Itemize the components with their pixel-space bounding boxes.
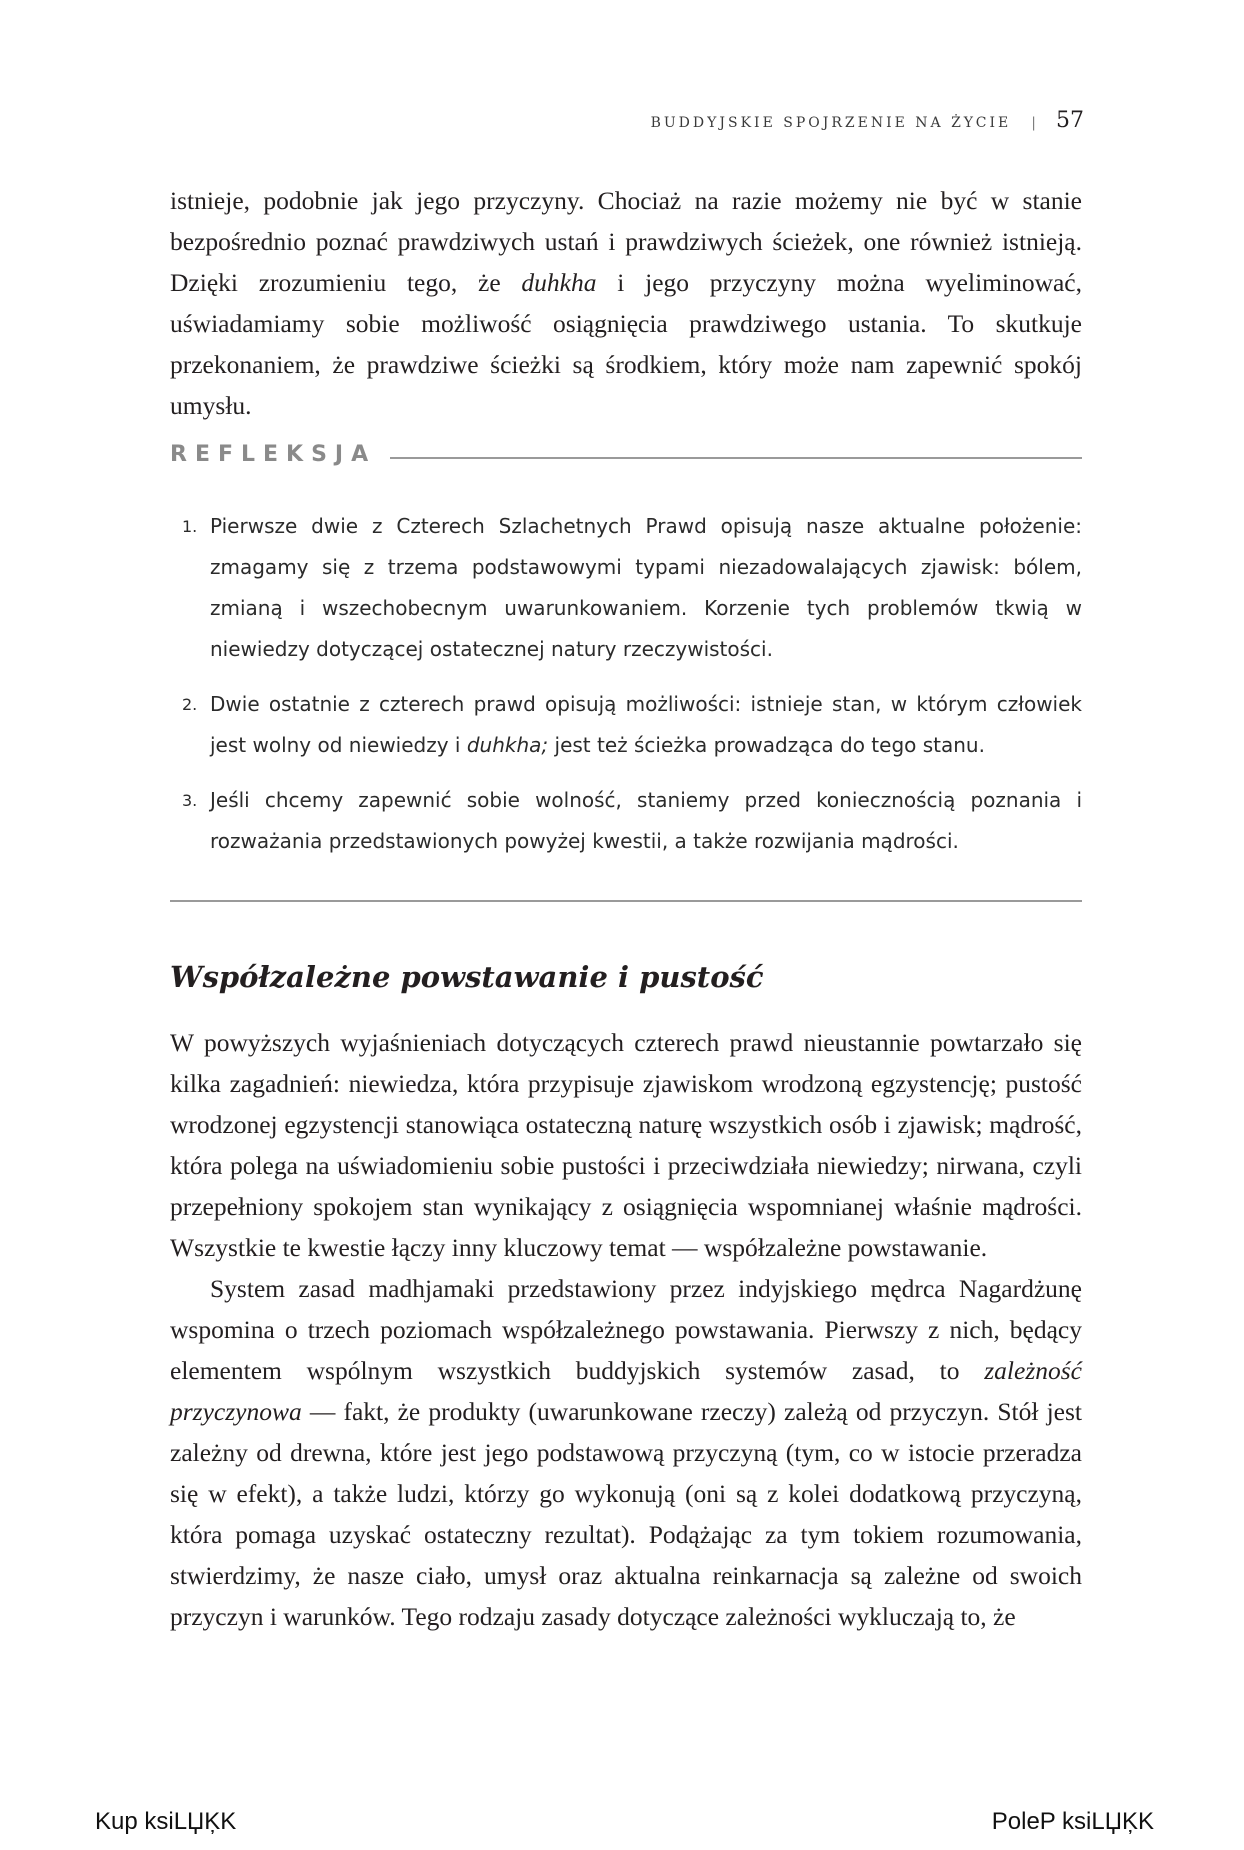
section-paragraph-1: W powyższych wyjaśnieniach dotyczących czterech prawd nieustannie powtarzało się kilka zagadnień: niewiedza, która przypisuje zjawiskom wrodzoną egzystencję; pustość wrodzonej egzystencji stanowiąca ostateczną naturę wszystkich osób i zjawisk; mądrość, która polega na uświadomieniu sobie pustości i przeciwdziała niewiedzy; nirwana, czyli przepełniony spokojem stan wynikający z osiągnięcia wspomnianej właśnie mądrości. Wszystkie te kwestie łączy inny kluczowy temat — współzależne powstawanie. — [170, 1028, 1082, 1262]
section-heading: Współzależne powstawanie i pustość — [170, 960, 764, 994]
section-paragraph-2-start: System zasad madhjamaki przedstawiony przez indyjskiego mędrca Nagardżunę wspomina o trzech poziomach współzależnego powstawania. Pierwszy z nich, będący elementem wspólnym wszystkich buddyjskich systemów zasad, to — [170, 1274, 1082, 1385]
reflection-header — [170, 442, 1082, 472]
reflection-bottom-rule — [170, 900, 1082, 902]
section-body — [170, 1022, 1082, 1637]
reflection-list — [170, 506, 1082, 876]
reflection-item-text: Pierwsze dwie z Czterech Szlachetnych Prawd opisują nasze aktualne położenie: zmagamy się z trzema podstawowymi typami niezadowalających zjawisk: bólem, zmianą i wszechobecnym uwarunkowaniem. Korzenie tych problemów tkwią w niewiedzy dotyczącej ostatecznej natury rzeczywistości. — [210, 514, 1082, 661]
page-number: 57 — [1056, 108, 1084, 133]
intro-text-2: i jego przyczyny można wyeliminować, uświadamiamy sobie możliwość osiągnięcia prawdziwego ustania. To skutkuje przekonaniem, że prawdziwe ścieżki są środkiem, który może nam zapewnić spokój umysłu. — [170, 268, 1082, 420]
reflection-item — [170, 780, 1082, 862]
reflection-item-text: Dwie ostatnie z czterech prawd opisują możliwości: istnieje stan, w którym człowiek jest wolny od niewiedzy i — [210, 692, 1082, 757]
section-paragraph-2 — [170, 1268, 1082, 1637]
section-paragraph-2-italic: zależność przyczynowa — [170, 1356, 1082, 1426]
reflection-item-italic: duhkha; — [466, 733, 549, 757]
reflection-item-number: 2. — [182, 695, 198, 714]
reflection-top-rule — [370, 457, 1082, 459]
reflection-item — [170, 684, 1082, 766]
intro-paragraph — [170, 180, 1082, 426]
section-paragraph-2-end: — fakt, że produkty (uwarunkowane rzeczy) zależą od przyczyn. Stół jest zależny od drewna, które jest jego podstawową przyczyną (tym, co w istocie przeradza się w efekt), a także ludzi, którzy go wykonują (oni są z kolei dodatkową przyczyną, która pomaga uzyskać ostateczny rezultat). Podążając za tym tokiem rozumowania, stwierdzimy, że nasze ciało, umysł oraz aktualna reinkarnacja są zależne od swoich przyczyn i warunków. Tego rodzaju zasady dotyczące zależności wykluczają to, że — [170, 1397, 1082, 1631]
reflection-item-text: Jeśli chcemy zapewnić sobie wolność, staniemy przed koniecznością poznania i rozważania przedstawionych powyżej kwestii, a także rozwijania mądrości. — [210, 788, 1082, 853]
reflection-item-number: 3. — [182, 791, 198, 810]
intro-text-1: istnieje, podobnie jak jego przyczyny. Chociaż na razie możemy nie być w stanie bezpośrednio poznać prawdziwych ustań i prawdziwych ścieżek, one również istnieją. Dzięki zrozumieniu tego, że — [170, 186, 1082, 297]
running-title: BUDDYJSKIE SPOJRZENIE NA ŻYCIE — [650, 115, 1012, 131]
reflection-item-number: 1. — [182, 517, 198, 536]
recommend-book-link[interactable]: PoleP ksiLЏĶK — [991, 1808, 1154, 1835]
reflection-item — [170, 506, 1082, 670]
buy-book-link[interactable]: Kup ksiLЏĶK — [95, 1808, 237, 1835]
reflection-item-text-end: jest też ścieżka prowadząca do tego stanu. — [548, 733, 985, 757]
intro-italic-duhkha: duhkha — [521, 268, 597, 297]
running-head — [560, 108, 1084, 133]
header-separator: | — [1031, 115, 1036, 131]
reflection-label: REFLEKSJA — [170, 442, 390, 467]
